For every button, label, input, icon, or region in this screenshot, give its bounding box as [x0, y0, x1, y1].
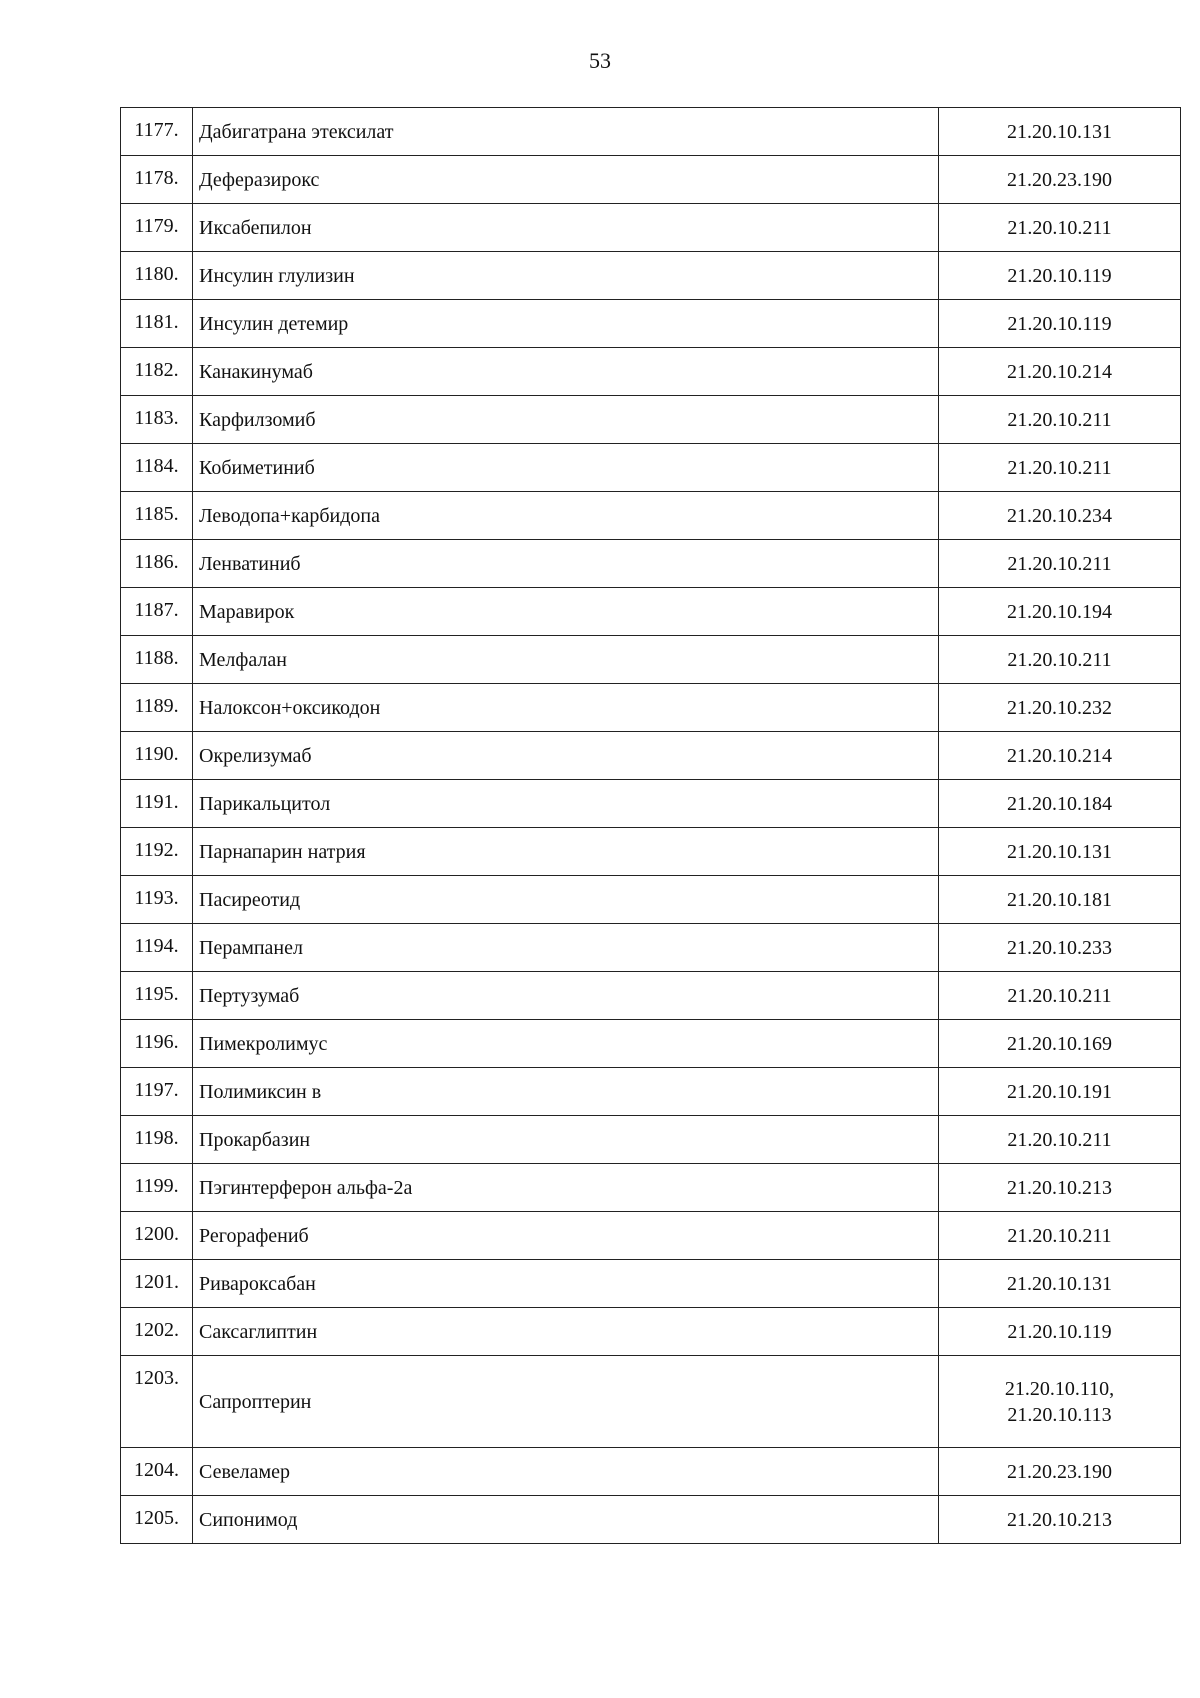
drug-name: Иксабепилон — [193, 204, 939, 252]
okpd2-code: 21.20.10.233 — [1007, 936, 1112, 959]
drug-name: Полимиксин в — [193, 1068, 939, 1116]
okpd2-code-cell — [939, 924, 1181, 972]
row-number: 1204. — [121, 1448, 193, 1496]
okpd2-code: 21.20.23.190 — [1007, 1460, 1112, 1483]
drug-name: Окрелизумаб — [193, 732, 939, 780]
okpd2-code-cell — [939, 444, 1181, 492]
row-number: 1198. — [121, 1116, 193, 1164]
okpd2-code: 21.20.10.131 — [1007, 120, 1112, 143]
okpd2-code-cell — [939, 1068, 1181, 1116]
drug-name: Карфилзомиб — [193, 396, 939, 444]
okpd2-code: 21.20.23.190 — [1007, 168, 1112, 191]
drug-name: Прокарбазин — [193, 1116, 939, 1164]
okpd2-code-cell — [939, 684, 1181, 732]
okpd2-code-cell — [939, 492, 1181, 540]
okpd2-code: 21.20.10.184 — [1007, 792, 1112, 815]
table-row — [121, 684, 1181, 732]
okpd2-code-cell — [939, 1496, 1181, 1544]
table-row — [121, 492, 1181, 540]
drug-name: Сипонимод — [193, 1496, 939, 1544]
table-row — [121, 204, 1181, 252]
okpd2-code-cell — [939, 348, 1181, 396]
okpd2-code-cell — [939, 780, 1181, 828]
okpd2-code-cell — [939, 828, 1181, 876]
row-number: 1184. — [121, 444, 193, 492]
row-number: 1189. — [121, 684, 193, 732]
okpd2-code-cell — [939, 636, 1181, 684]
table-row — [121, 348, 1181, 396]
drug-name: Канакинумаб — [193, 348, 939, 396]
drug-name: Севеламер — [193, 1448, 939, 1496]
table-row — [121, 588, 1181, 636]
table-body — [121, 108, 1181, 1544]
drug-name: Ривароксабан — [193, 1260, 939, 1308]
table-row — [121, 444, 1181, 492]
okpd2-code: 21.20.10.211 — [1007, 456, 1112, 479]
table-row — [121, 1496, 1181, 1544]
table-row — [121, 972, 1181, 1020]
okpd2-code: 21.20.10.191 — [1007, 1080, 1112, 1103]
okpd2-code-cell — [939, 1164, 1181, 1212]
okpd2-code-cell — [939, 540, 1181, 588]
okpd2-code-cell — [939, 156, 1181, 204]
okpd2-code-cell — [939, 396, 1181, 444]
row-number: 1190. — [121, 732, 193, 780]
table-row — [121, 252, 1181, 300]
table-row — [121, 876, 1181, 924]
okpd2-code-cell — [939, 108, 1181, 156]
drug-name: Инсулин детемир — [193, 300, 939, 348]
okpd2-code: 21.20.10.169 — [1007, 1032, 1112, 1055]
drug-name: Налоксон+оксикодон — [193, 684, 939, 732]
row-number: 1191. — [121, 780, 193, 828]
table-row — [121, 1356, 1181, 1448]
okpd2-code: 21.20.10.110, — [1004, 1377, 1115, 1400]
drug-name: Мелфалан — [193, 636, 939, 684]
okpd2-code: 21.20.10.131 — [1007, 840, 1112, 863]
row-number: 1181. — [121, 300, 193, 348]
table-row — [121, 780, 1181, 828]
row-number: 1193. — [121, 876, 193, 924]
row-number: 1185. — [121, 492, 193, 540]
row-number: 1197. — [121, 1068, 193, 1116]
table-row — [121, 1116, 1181, 1164]
drug-name: Пимекролимус — [193, 1020, 939, 1068]
okpd2-code: 21.20.10.211 — [1007, 984, 1112, 1007]
okpd2-code-cell — [939, 1308, 1181, 1356]
table-row — [121, 1212, 1181, 1260]
row-number: 1179. — [121, 204, 193, 252]
okpd2-code: 21.20.10.234 — [1007, 504, 1112, 527]
drug-name: Сапроптерин — [193, 1356, 939, 1448]
drug-list-table — [120, 107, 1181, 1544]
table-row — [121, 1260, 1181, 1308]
drug-name: Саксаглиптин — [193, 1308, 939, 1356]
drug-name: Кобиметиниб — [193, 444, 939, 492]
okpd2-code: 21.20.10.194 — [1007, 600, 1112, 623]
row-number: 1192. — [121, 828, 193, 876]
okpd2-code-cell — [939, 204, 1181, 252]
table-row — [121, 1448, 1181, 1496]
okpd2-code-cell — [939, 1260, 1181, 1308]
okpd2-code: 21.20.10.211 — [1007, 216, 1112, 239]
row-number: 1177. — [121, 108, 193, 156]
table-row — [121, 732, 1181, 780]
row-number: 1188. — [121, 636, 193, 684]
okpd2-code-cell — [939, 252, 1181, 300]
drug-name: Дабигатрана этексилат — [193, 108, 939, 156]
drug-name: Инсулин глулизин — [193, 252, 939, 300]
okpd2-code-cell — [939, 732, 1181, 780]
table-row — [121, 300, 1181, 348]
okpd2-code: 21.20.10.181 — [1007, 888, 1112, 911]
table-row — [121, 540, 1181, 588]
row-number: 1199. — [121, 1164, 193, 1212]
row-number: 1182. — [121, 348, 193, 396]
okpd2-code-cell — [939, 1448, 1181, 1496]
okpd2-code: 21.20.10.214 — [1007, 744, 1112, 767]
okpd2-code-cell — [939, 300, 1181, 348]
okpd2-code-cell — [939, 588, 1181, 636]
okpd2-code: 21.20.10.213 — [1007, 1176, 1112, 1199]
row-number: 1202. — [121, 1308, 193, 1356]
table-row — [121, 1068, 1181, 1116]
okpd2-code: 21.20.10.119 — [1007, 264, 1112, 287]
drug-name: Пертузумаб — [193, 972, 939, 1020]
row-number: 1186. — [121, 540, 193, 588]
row-number: 1205. — [121, 1496, 193, 1544]
row-number: 1200. — [121, 1212, 193, 1260]
table-row — [121, 1164, 1181, 1212]
table-row — [121, 396, 1181, 444]
okpd2-code-cell — [939, 1212, 1181, 1260]
row-number: 1183. — [121, 396, 193, 444]
drug-name: Пэгинтерферон альфа-2а — [193, 1164, 939, 1212]
okpd2-code: 21.20.10.211 — [1007, 408, 1112, 431]
drug-name: Регорафениб — [193, 1212, 939, 1260]
okpd2-code: 21.20.10.214 — [1007, 360, 1112, 383]
drug-name: Леводопа+карбидопа — [193, 492, 939, 540]
okpd2-code-cell — [939, 1356, 1181, 1448]
okpd2-code: 21.20.10.232 — [1007, 696, 1112, 719]
row-number: 1203. — [121, 1356, 193, 1448]
drug-name: Маравирок — [193, 588, 939, 636]
row-number: 1178. — [121, 156, 193, 204]
row-number: 1180. — [121, 252, 193, 300]
table-row — [121, 924, 1181, 972]
okpd2-code: 21.20.10.119 — [1007, 312, 1112, 335]
drug-name: Перампанел — [193, 924, 939, 972]
okpd2-code-cell — [939, 1116, 1181, 1164]
row-number: 1194. — [121, 924, 193, 972]
drug-name: Парикальцитол — [193, 780, 939, 828]
row-number: 1195. — [121, 972, 193, 1020]
okpd2-code: 21.20.10.211 — [1007, 552, 1112, 575]
table-row — [121, 828, 1181, 876]
okpd2-code: 21.20.10.131 — [1007, 1272, 1112, 1295]
okpd2-code-cell — [939, 876, 1181, 924]
table-row — [121, 636, 1181, 684]
okpd2-code: 21.20.10.211 — [1007, 1224, 1112, 1247]
row-number: 1196. — [121, 1020, 193, 1068]
okpd2-code: 21.20.10.119 — [1007, 1320, 1112, 1343]
okpd2-code: 21.20.10.211 — [1007, 648, 1112, 671]
drug-name: Деферазирокс — [193, 156, 939, 204]
page-number: 53 — [589, 48, 611, 73]
table-row — [121, 156, 1181, 204]
okpd2-code: 21.20.10.113 — [1007, 1403, 1112, 1426]
drug-name: Пасиреотид — [193, 876, 939, 924]
row-number: 1187. — [121, 588, 193, 636]
okpd2-code: 21.20.10.213 — [1007, 1508, 1112, 1531]
drug-name: Парнапарин натрия — [193, 828, 939, 876]
table-row — [121, 108, 1181, 156]
drug-name: Ленватиниб — [193, 540, 939, 588]
okpd2-code-cell — [939, 972, 1181, 1020]
okpd2-code: 21.20.10.211 — [1007, 1128, 1112, 1151]
table-row — [121, 1308, 1181, 1356]
table-row — [121, 1020, 1181, 1068]
okpd2-code-cell — [939, 1020, 1181, 1068]
row-number: 1201. — [121, 1260, 193, 1308]
